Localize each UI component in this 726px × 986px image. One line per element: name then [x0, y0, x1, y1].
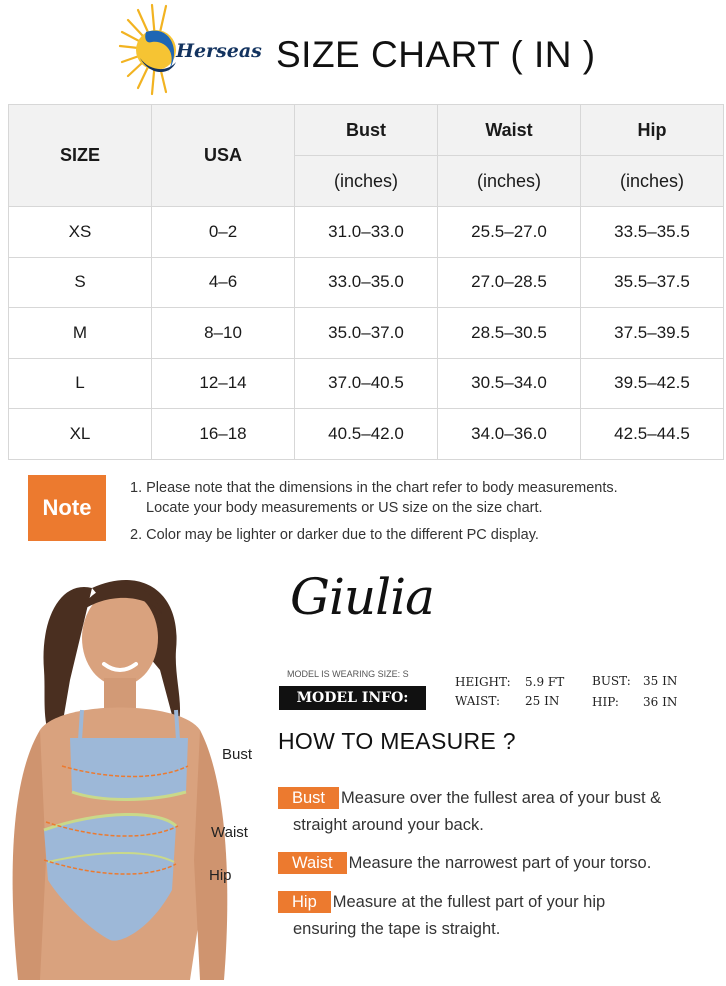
header	[0, 0, 726, 100]
model-figure	[0, 560, 270, 986]
model-wearing-size: MODEL IS WEARING SIZE: S	[287, 669, 409, 679]
stat-waist-label: WAIST:	[455, 694, 500, 708]
cell-size: S	[9, 257, 152, 308]
cell-waist: 28.5–30.5	[438, 308, 581, 359]
stat-height	[455, 675, 564, 689]
cell-usa: 12–14	[152, 358, 295, 409]
header-hip: Hip	[581, 105, 724, 156]
cell-bust: 31.0–33.0	[295, 207, 438, 258]
brand-name: Herseas	[176, 40, 262, 62]
cell-waist: 25.5–27.0	[438, 207, 581, 258]
cell-hip: 33.5–35.5	[581, 207, 724, 258]
stat-height-label: HEIGHT:	[455, 675, 511, 689]
stat-bust-label: BUST:	[592, 674, 631, 688]
cell-hip: 39.5–42.5	[581, 358, 724, 409]
measure-waist	[278, 850, 718, 877]
stat-waist-value: 25 IN	[525, 694, 560, 708]
stat-waist	[455, 694, 559, 708]
cell-hip: 42.5–44.5	[581, 409, 724, 460]
cell-size: L	[9, 358, 152, 409]
model-signature: Giulia	[290, 568, 434, 626]
note-line-2: 2. Color may be lighter or darker due to the different PC display.	[130, 527, 539, 543]
measure-hip-text-cont: ensuring the tape is straight.	[293, 920, 501, 938]
stat-hip-label: HIP:	[592, 695, 619, 709]
unit-waist: (inches)	[438, 156, 581, 207]
unit-hip: (inches)	[581, 156, 724, 207]
table-row	[9, 308, 724, 359]
cell-usa: 0–2	[152, 207, 295, 258]
model-info-badge: MODEL INFO:	[279, 686, 426, 710]
cell-size: M	[9, 308, 152, 359]
cell-usa: 16–18	[152, 409, 295, 460]
cell-bust: 37.0–40.5	[295, 358, 438, 409]
cell-usa: 4–6	[152, 257, 295, 308]
header-bust: Bust	[295, 105, 438, 156]
measure-hip-tag: Hip	[278, 891, 331, 913]
measure-bust	[278, 785, 718, 839]
measure-bust-text: Measure over the fullest area of your bust &	[341, 789, 662, 807]
cell-bust: 35.0–37.0	[295, 308, 438, 359]
stat-height-value: 5.9 FT	[525, 675, 565, 689]
table-row	[9, 409, 724, 460]
measure-waist-tag: Waist	[278, 852, 347, 874]
model-label-hip: Hip	[209, 867, 232, 884]
stat-bust-value: 35 IN	[643, 674, 678, 688]
cell-waist: 34.0–36.0	[438, 409, 581, 460]
cell-size: XL	[9, 409, 152, 460]
note-badge: Note	[28, 475, 106, 541]
cell-bust: 33.0–35.0	[295, 257, 438, 308]
how-to-measure-title: HOW TO MEASURE ?	[278, 728, 516, 754]
stat-hip	[592, 695, 677, 709]
cell-hip: 35.5–37.5	[581, 257, 724, 308]
note-line-1-cont: Locate your body measurements or US size on the size chart.	[146, 500, 543, 516]
cell-hip: 37.5–39.5	[581, 308, 724, 359]
model-label-waist: Waist	[211, 824, 248, 841]
unit-bust: (inches)	[295, 156, 438, 207]
cell-usa: 8–10	[152, 308, 295, 359]
table-header-row	[9, 105, 724, 156]
measure-bust-tag: Bust	[278, 787, 339, 809]
notes	[130, 478, 618, 545]
page-title: SIZE CHART ( IN )	[276, 34, 596, 75]
header-usa: USA	[152, 105, 295, 207]
stat-bust	[592, 674, 677, 688]
table-row	[9, 207, 724, 258]
measure-waist-text: Measure the narrowest part of your torso.	[348, 854, 652, 872]
table-row	[9, 257, 724, 308]
cell-waist: 30.5–34.0	[438, 358, 581, 409]
table-row	[9, 358, 724, 409]
header-waist: Waist	[438, 105, 581, 156]
cell-bust: 40.5–42.0	[295, 409, 438, 460]
measure-bust-text-cont: straight around your back.	[293, 816, 484, 834]
measure-hip	[278, 889, 718, 943]
note-line-1: 1. Please note that the dimensions in the chart refer to body measurements.	[130, 480, 618, 496]
stat-hip-value: 36 IN	[643, 695, 678, 709]
measure-hip-text: Measure at the fullest part of your hip	[332, 893, 606, 911]
cell-size: XS	[9, 207, 152, 258]
cell-waist: 27.0–28.5	[438, 257, 581, 308]
model-label-bust: Bust	[222, 746, 253, 763]
size-table	[8, 104, 724, 460]
header-size: SIZE	[9, 105, 152, 207]
